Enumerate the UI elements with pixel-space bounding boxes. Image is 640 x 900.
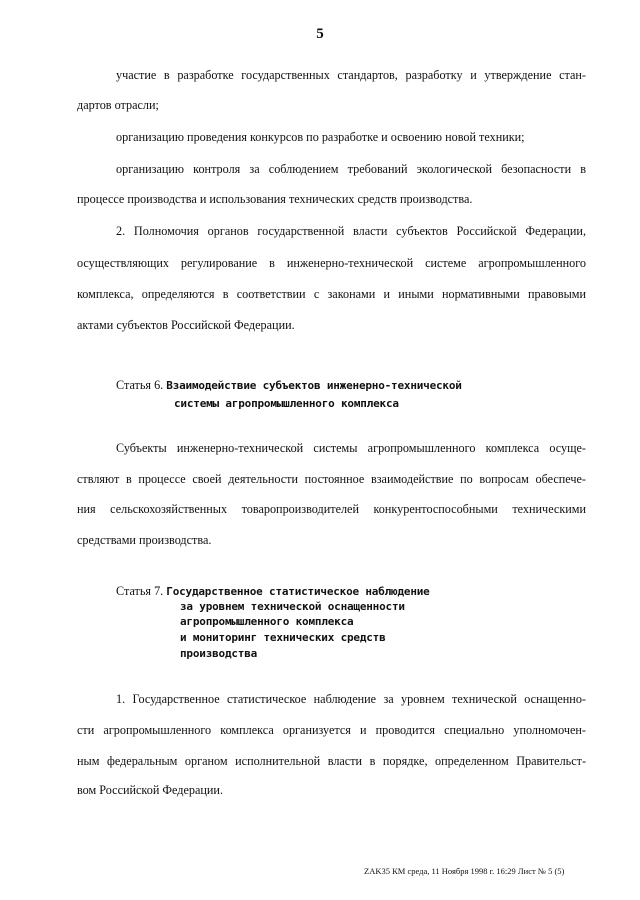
article-title-line: производства bbox=[180, 647, 258, 660]
paragraph-line: актами субъектов Российской Федерации. bbox=[77, 318, 295, 332]
article-label: Статья 6. bbox=[116, 378, 164, 392]
paragraph-line: ным федеральным органом исполнительной власти в порядке, определенном Правительст- bbox=[77, 754, 586, 768]
article-title-line: за уровнем технической оснащенности bbox=[180, 600, 405, 613]
article-title: Взаимодействие субъектов инженерно-технической bbox=[166, 379, 462, 392]
intro-item-line: процессе производства и использования технических средств производства. bbox=[77, 192, 473, 206]
paragraph-line: ния сельскохозяйственных товаропроизводителей конкурентоспособными техническими bbox=[77, 502, 586, 516]
paragraph-line: Субъекты инженерно-технической системы агропромышленного комплекса осуще- bbox=[116, 441, 586, 455]
article-title: Государственное статистическое наблюдение bbox=[166, 585, 430, 598]
intro-item-line: участие в разработке государственных стандартов, разработку и утверждение стан- bbox=[116, 68, 586, 82]
paragraph-line: средствами производства. bbox=[77, 533, 212, 547]
paragraph-line: сти агропромышленного комплекса организуется и проводится специально уполномочен- bbox=[77, 723, 586, 737]
page-footer: ZAK35 КМ среда, 11 Ноября 1998 г. 16:29 Лист № 5 (5) bbox=[364, 866, 565, 876]
intro-item-line: организацию контроля за соблюдением требований экологической безопасности в bbox=[116, 162, 586, 176]
article-title-line: системы агропромышленного комплекса bbox=[174, 397, 399, 410]
article-6-heading bbox=[116, 377, 462, 394]
paragraph-line: вом Российской Федерации. bbox=[77, 783, 224, 797]
article-label: Статья 7. bbox=[116, 584, 164, 598]
article-title-line: и мониторинг технических средств bbox=[180, 631, 386, 644]
article-title-line: агропромышленного комплекса bbox=[180, 615, 354, 628]
paragraph-line: 1. Государственное статистическое наблюдение за уровнем технической оснащенно- bbox=[116, 692, 586, 706]
paragraph-line: комплекса, определяются в соответствии с законами и иными нормативными правовыми bbox=[77, 287, 586, 301]
paragraph-line: ствляют в процессе своей деятельности постоянное взаимодействие по вопросам обеспече- bbox=[77, 472, 586, 486]
page-number: 5 bbox=[316, 26, 324, 42]
paragraph-line: 2. Полномочия органов государственной власти субъектов Российской Федерации, bbox=[116, 224, 586, 238]
article-7-heading bbox=[116, 583, 430, 600]
intro-item-line: организацию проведения конкурсов по разработке и освоению новой техники; bbox=[116, 130, 525, 144]
paragraph-line: осуществляющих регулирование в инженерно-технической системе агропромышленного bbox=[77, 256, 586, 270]
intro-item-line: дартов отрасли; bbox=[77, 98, 159, 112]
